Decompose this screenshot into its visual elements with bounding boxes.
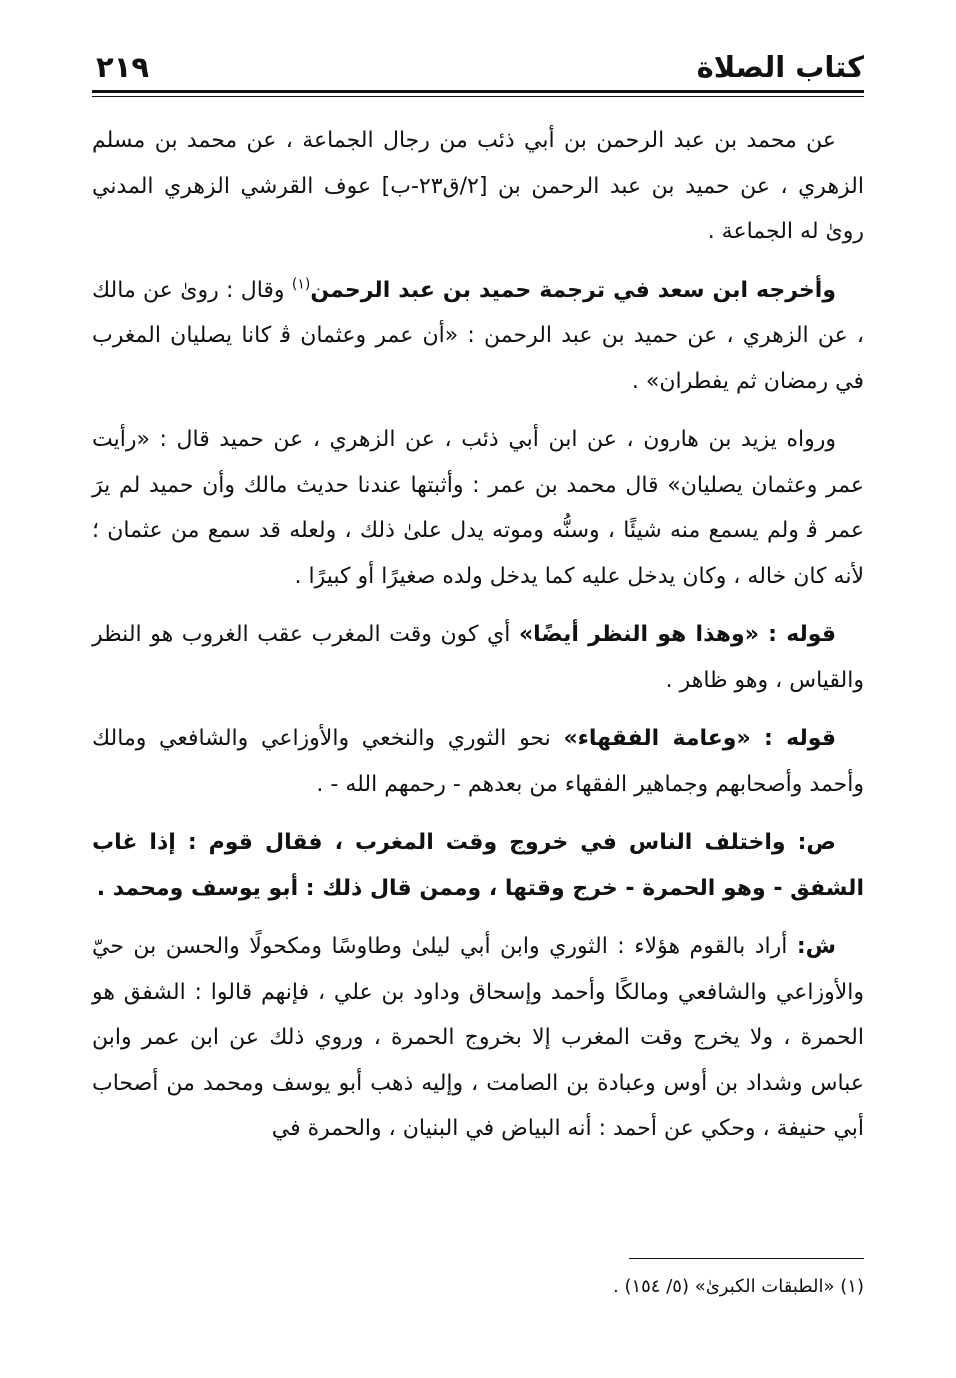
paragraph-5 bbox=[92, 716, 864, 807]
paragraph-7-heading: ش: bbox=[796, 934, 836, 959]
paragraph-5-text: نحو الثوري والنخعي والأوزاعي والشافعي ومالك وأحمد وأصحابهم وجماهير الفقهاء من بعدهم - رحمهم الله - . bbox=[92, 726, 864, 797]
chapter-title: كتاب الصلاة bbox=[696, 50, 864, 84]
body-text bbox=[92, 118, 864, 1152]
footnote: (١) «الطبقات الكبرىٰ» (٥/ ١٥٤) . bbox=[613, 1276, 864, 1297]
paragraph-4-text: أي كون وقت المغرب عقب الغروب هو النظر والقياس ، وهو ظاهر . bbox=[92, 622, 864, 693]
paragraph-2-text: وقال : روىٰ عن مالك ، عن الزهري ، عن حميد بن عبد الرحمن : «أن عمر وعثمان ﭬ كانا يصليان المغرب في رمضان ثم يفطران» . bbox=[92, 277, 864, 394]
paragraph-2-heading: وأخرجه ابن سعد في ترجمة حميد بن عبد الرحمن bbox=[310, 277, 836, 303]
paragraph-4 bbox=[92, 612, 864, 703]
paragraph-3: ورواه يزيد بن هارون ، عن ابن أبي ذئب ، عن الزهري ، عن حميد قال : «رأيت عمر وعثمان يصليان» قال محمد بن عمر : وأثبتها عندنا حديث مالك وأن حميد لم يرَ عمر ﭬ ولم يسمع منه شيئًا ، وسنُّه وموته يدل علىٰ ذلك ، ولعله قد سمع من عثمان ؛ لأنه كان خاله ، وكان يدخل عليه كما يدخل ولده صغيرًا أو كبيرًا . bbox=[92, 427, 864, 589]
footnote-rule bbox=[629, 1258, 864, 1259]
header-rule-thin bbox=[92, 96, 864, 97]
footnote-ref[interactable]: (١) bbox=[291, 276, 311, 293]
paragraph-7-text: أراد بالقوم هؤلاء : الثوري وابن أبي ليلىٰ وطاوسًا ومكحولًا والحسن بن حيّ والأوزاعي والشافعي ومالكًا وأحمد وإسحاق وداود بن علي ، فإنهم قالوا : الشفق هو الحمرة ، ولا يخرج وقت المغرب إلا بخروج الحمرة ، وروي ذلك عن ابن عمر وابن عباس وشداد بن أوس وعبادة بن الصامت ، وإليه ذهب أبو يوسف ومحمد من أصحاب أبي حنيفة ، وحكي عن أحمد : أنه البياض في البنيان ، والحمرة في bbox=[92, 934, 864, 1141]
header-rule-thick bbox=[92, 90, 864, 93]
paragraph-1: عن محمد بن عبد الرحمن بن أبي ذئب من رجال الجماعة ، عن محمد بن مسلم الزهري ، عن حميد بن عبد الرحمن بن [٢/ق٢٣-ب] عوف القرشي الزهري المدني روىٰ له الجماعة . bbox=[92, 128, 864, 244]
paragraph-7 bbox=[92, 924, 864, 1152]
page-number: ٢١٩ bbox=[96, 50, 150, 84]
paragraph-2 bbox=[92, 268, 864, 405]
paragraph-4-heading: قوله : «وهذا هو النظر أيضًا» bbox=[518, 622, 836, 647]
paragraph-6-matn: ص: واختلف الناس في خروج وقت المغرب ، فقال قوم : إذا غاب الشفق - وهو الحمرة - خرج وقتها ، وممن قال ذلك : أبو يوسف ومحمد . bbox=[92, 830, 864, 901]
paragraph-5-heading: قوله : «وعامة الفقهاء» bbox=[563, 726, 836, 751]
